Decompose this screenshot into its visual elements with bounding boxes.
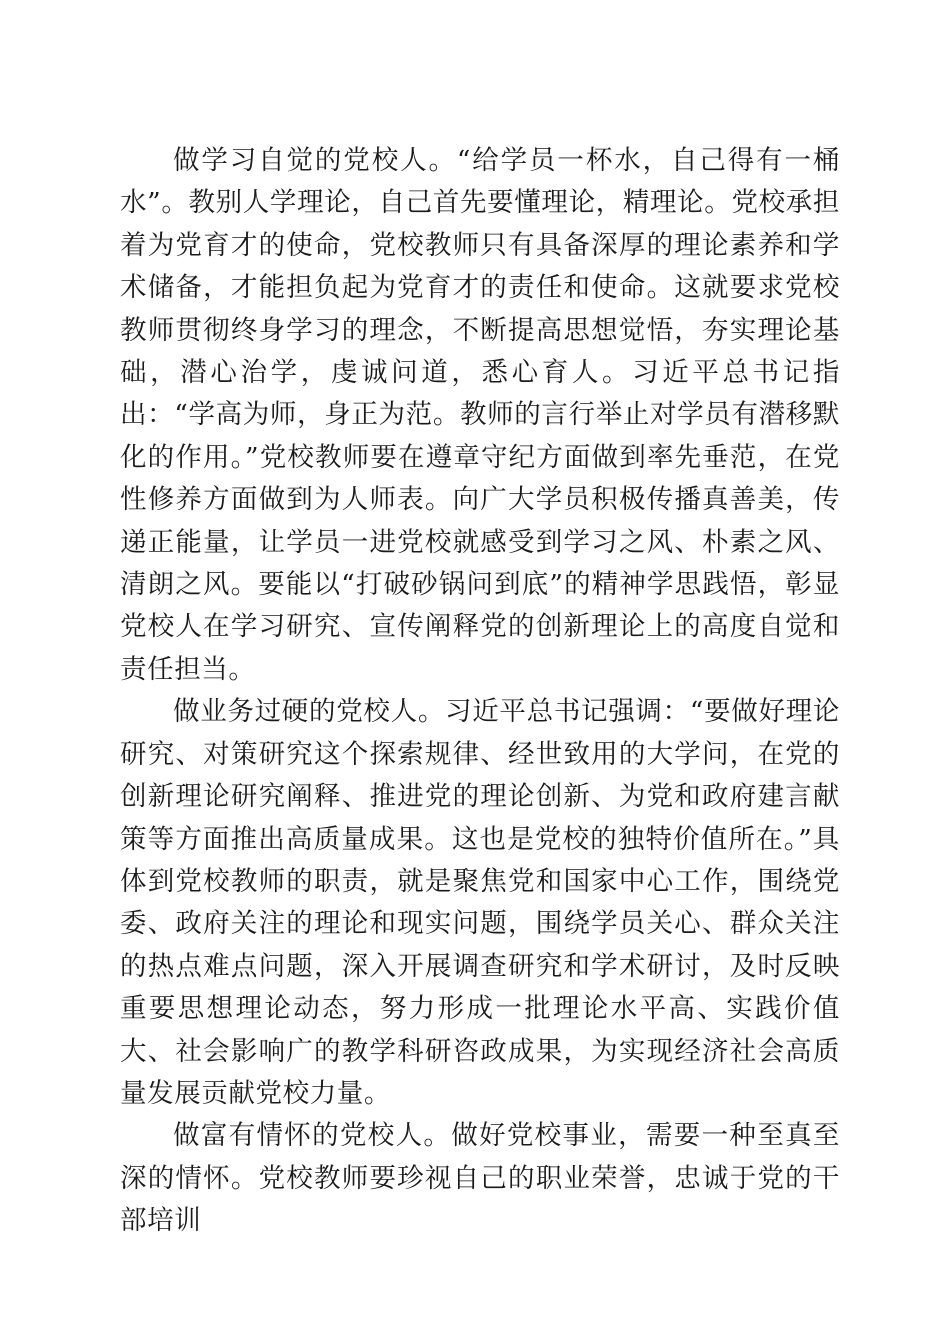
paragraph-professional-competence: 做业务过硬的党校人。习近平总书记强调：“要做好理论研究、对策研究这个探索规律、经世致用的大学问，在党的创新理论研究阐释、推进党的理论创新、为党和政府建言献策等方面推出高质量成果。这也是党校的独特价值所在。”具体到党校教师的职责，就是聚焦党和国家中心工作，围绕党委、政府关注的理论和现实问题，围绕学员关心、群众关注的热点难点问题，深入开展调查研究和学术研讨，及时反映重要思想理论动态，努力形成一批理论水平高、实践价值大、社会影响广的教学科研咨政成果，为实现经济社会高质量发展贡献党校力量。	[120, 696, 840, 1109]
document-body	[120, 140, 840, 1243]
paragraph-dedication: 做富有情怀的党校人。做好党校事业，需要一种至真至深的情怀。党校教师要珍视自己的职业荣誉，忠诚于党的干部培训	[120, 1120, 840, 1237]
paragraph-study-awareness: 做学习自觉的党校人。“给学员一杯水，自己得有一桶水”。教别人学理论，自己首先要懂理论，精理论。党校承担着为党育才的使命，党校教师只有具备深厚的理论素养和学术储备，才能担负起为党育才的责任和使命。这就要求党校教师贯彻终身学习的理念，不断提高思想觉悟，夯实理论基础，潜心治学，虔诚问道，悉心育人。习近平总书记指出：“学高为师，身正为范。教师的言行举止对学员有潜移默化的作用。”党校教师要在遵章守纪方面做到率先垂范，在党性修养方面做到为人师表。向广大学员积极传播真善美，传递正能量，让学员一进党校就感受到学习之风、朴素之风、清朗之风。要能以“打破砂锅问到底”的精神学思践悟，彰显党校人在学习研究、宣传阐释党的创新理论上的高度自觉和责任担当。	[120, 145, 840, 685]
